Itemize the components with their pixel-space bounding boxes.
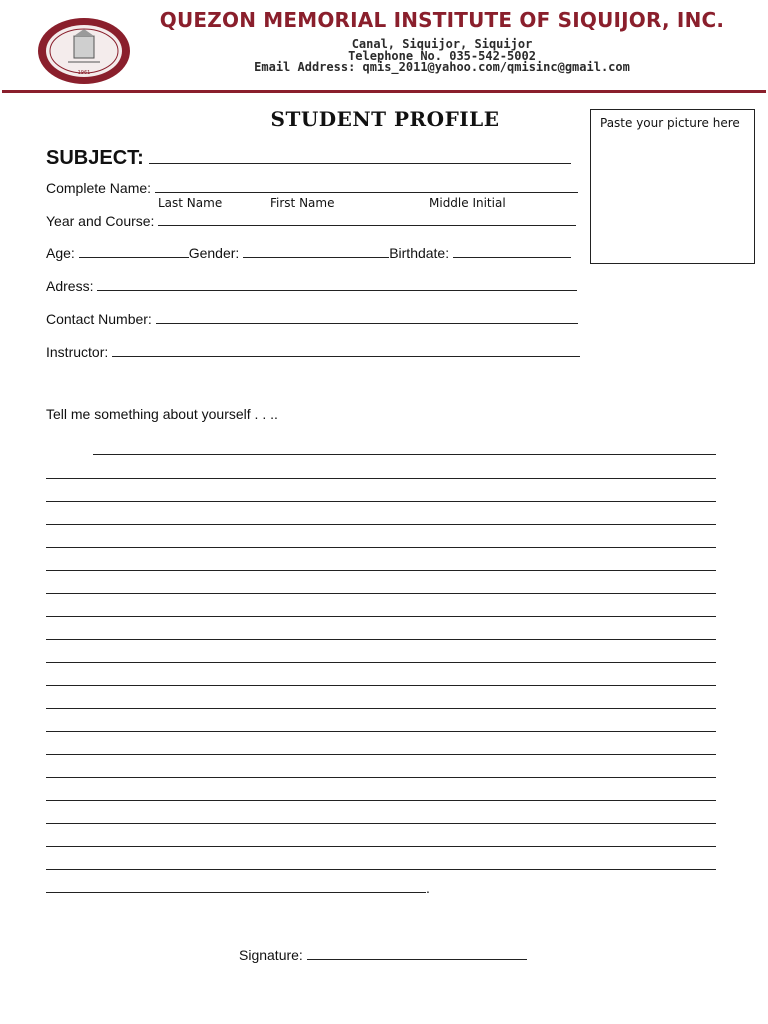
contact-number-field[interactable] [46, 309, 578, 327]
writing-line[interactable] [46, 823, 716, 824]
writing-line[interactable] [46, 524, 716, 525]
contact-number-input-line[interactable] [156, 309, 578, 324]
writing-line[interactable] [93, 454, 716, 455]
signature-field[interactable] [239, 945, 527, 963]
complete-name-label: Complete Name: [46, 180, 152, 196]
birthdate-input-line[interactable] [453, 243, 571, 258]
picture-box[interactable] [590, 109, 755, 264]
end-period: . [426, 880, 430, 896]
header-divider [2, 90, 766, 93]
picture-box-label: Paste your picture here [600, 116, 740, 130]
age-gender-birthdate-row [46, 243, 571, 261]
school-address: Canal, Siquijor, Siquijor [351, 37, 533, 51]
birthdate-label: Birthdate: [389, 245, 450, 261]
writing-line[interactable] [46, 685, 716, 686]
subject-input-line[interactable] [149, 143, 571, 164]
writing-line[interactable] [46, 708, 716, 709]
complete-name-field[interactable] [46, 178, 578, 196]
address-input-line[interactable] [97, 276, 577, 291]
gender-label: Gender: [188, 245, 240, 261]
year-course-field[interactable] [46, 211, 576, 229]
complete-name-input-line[interactable] [155, 178, 578, 193]
age-label: Age: [46, 245, 75, 261]
writing-line[interactable] [46, 639, 716, 640]
school-email: Email Address: qmis_2011@yahoo.com/qmisinc@gmail.com [254, 60, 630, 74]
writing-line-last[interactable] [46, 892, 426, 893]
subject-field[interactable] [46, 143, 571, 170]
middle-initial-caption: Middle Initial [429, 196, 506, 210]
age-input-line[interactable] [79, 243, 189, 258]
instructor-label: Instructor: [46, 344, 109, 360]
writing-line[interactable] [46, 478, 716, 479]
gender-input-line[interactable] [243, 243, 389, 258]
writing-line[interactable] [46, 846, 716, 847]
writing-line[interactable] [46, 547, 716, 548]
instructor-field[interactable] [46, 342, 580, 360]
instructor-input-line[interactable] [112, 342, 580, 357]
school-name: QUEZON MEMORIAL INSTITUTE OF SIQUIJOR, INC. [159, 8, 725, 32]
writing-line[interactable] [46, 501, 716, 502]
year-course-label: Year and Course: [46, 213, 155, 229]
contact-number-label: Contact Number: [46, 311, 152, 327]
writing-line[interactable] [46, 593, 716, 594]
writing-line[interactable] [46, 731, 716, 732]
writing-line[interactable] [46, 777, 716, 778]
signature-input-line[interactable] [307, 945, 527, 960]
subject-label: SUBJECT: [46, 147, 144, 169]
writing-line[interactable] [46, 662, 716, 663]
writing-line[interactable] [46, 570, 716, 571]
address-field[interactable] [46, 276, 577, 294]
last-name-caption: Last Name [158, 196, 223, 210]
about-prompt: Tell me something about yourself . . .. [46, 406, 278, 422]
writing-line[interactable] [46, 800, 716, 801]
school-seal-icon [36, 16, 132, 86]
school-telephone: Telephone No. 035-542-5002 [348, 49, 536, 63]
writing-line[interactable] [46, 616, 716, 617]
first-name-caption: First Name [270, 196, 335, 210]
writing-line[interactable] [46, 754, 716, 755]
form-title: STUDENT PROFILE [270, 107, 500, 131]
signature-label: Signature: [239, 947, 303, 963]
year-course-input-line[interactable] [158, 211, 576, 226]
writing-line[interactable] [46, 869, 716, 870]
svg-text:1961: 1961 [77, 70, 91, 76]
address-label: Adress: [46, 278, 94, 294]
